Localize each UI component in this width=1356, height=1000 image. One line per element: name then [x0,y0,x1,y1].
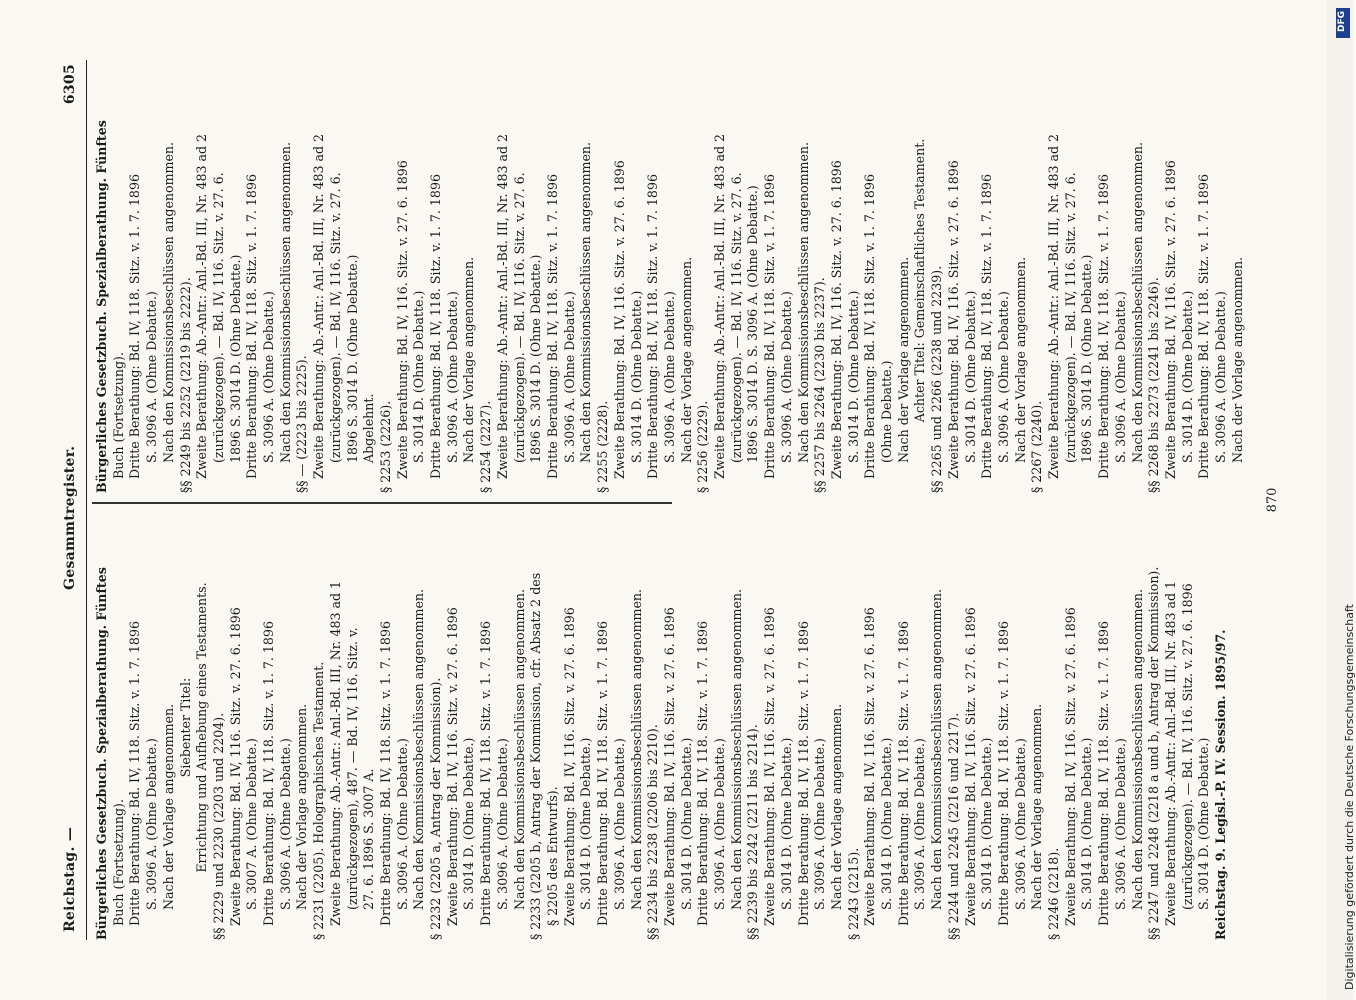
register-line: Dritte Berathung: Bd. IV, 118. Sitz. v. 1. 7. 1896 [645,174,661,479]
register-line: Nach den Kommissionsbeschlüssen angenommen. [795,141,811,463]
register-line: (Ohne Debatte.) [879,360,895,463]
register-line: Zweite Berathung: Bd. IV, 116. Sitz. v. 27. 6. 1896 [1163,160,1178,479]
register-line: S. 3096 A. (Ohne Debatte.) [1012,738,1028,910]
register-line: Nach der Vorlage angenommen. [1012,256,1028,463]
register-line: (zurückgezogen). — Bd. IV, 116. Sitz. v. 27. 6. 1896 [1179,583,1195,910]
register-line: S. 3096 A. (Ohne Debatte.) [1112,738,1128,910]
register-line: Dritte Berathung: Bd. IV, 118. Sitz. v. 1. 7. 1896 [862,174,878,479]
register-line: §§ 2265 und 2266 (2238 und 2239). [929,265,945,493]
register-line: § 2253 (2226). [377,400,393,493]
register-line: Zweite Berathung: Ab.-Antr.: Anl.-Bd. III, Nr. 483 ad 2 [494,133,510,479]
register-line: Nach den Kommissionsbeschlüssen angenommen. [1129,141,1145,463]
register-line: Dritte Berathung: Bd. IV, 118. Sitz. v. 1. 7. 1896 [979,174,995,479]
dfg-logo-text: DFG [1337,10,1347,32]
register-line: Nach den Kommissionsbeschlüssen angenommen. [578,141,594,463]
register-line: Dritte Berathung: Bd. IV, 118. Sitz. v. 1. 7. 1896 [1096,621,1112,926]
register-line: S. 3014 D. (Ohne Debatte.) [628,290,644,463]
register-line: S. 3014 D. (Ohne Debatte.) [778,737,794,910]
register-line: §§ 2239 bis 2242 (2211 bis 2214). [745,724,761,940]
register-line: Nach der Vorlage angenommen. [461,256,477,463]
register-line: Bürgerliches Gesetzbuch. Spezialberathung. Fünftes [94,120,109,493]
bottom-page-number: 870 [1265,487,1280,513]
register-line: Dritte Berathung: Bd. IV, 118. Sitz. v. 1. 7. 1896 [428,174,444,479]
register-line: Nach den Kommissionsbeschlüssen angenommen. [1129,588,1145,910]
register-line: 1896 S. 3014 D. (Ohne Debatte.) [227,254,243,463]
register-line: Nach der Vorlage angenommen. [1229,256,1245,463]
register-line: Reichstag. 9. Legisl.-P. IV. Session. 1895/97. [1213,629,1229,940]
register-line: S. 3096 A. (Ohne Debatte.) [912,738,928,910]
register-line: 27. 6. 1896 S. 3007 A. [361,768,377,910]
register-line: Zweite Berathung: Bd. IV, 116. Sitz. v. 27. 6. 1896 [227,607,243,926]
register-line: Zweite Berathung: Ab.-Antr.: Anl.-Bd. III, Nr. 483 ad 2 [311,133,327,479]
register-line: Dritte Berathung: Bd. IV, 118. Sitz. v. 1. 7. 1896 [595,621,611,926]
register-line: Abgelehnt. [361,393,377,463]
register-line: S. 3096 A. (Ohne Debatte.) [261,291,277,463]
register-line: S. 3014 D. (Ohne Debatte.) [962,290,978,463]
register-line: §§ 2244 und 2245 (2216 und 2217). [945,712,961,940]
register-line: § 2232 (2205 a, Antrag der Kommission). [428,677,444,940]
register-line: Zweite Berathung: Bd. IV, 116. Sitz. v. 27. 6. 1896 [945,160,961,479]
register-line: (zurückgezogen). — Bd. IV, 116. Sitz. v. 27. 6. [1062,172,1078,463]
register-line: § 2254 (2227). [478,400,494,493]
register-line: S. 3096 A. (Ohne Debatte.) [611,738,627,910]
right-column [94,68,1247,493]
register-line: S. 3096 A. (Ohne Debatte.) [661,291,677,463]
register-line: Zweite Berathung: Bd. IV, 116. Sitz. v. 27. 6. 1896 [561,607,577,926]
register-line: § 2243 (2215). [845,847,861,940]
register-line: Dritte Berathung: Bd. IV, 118. Sitz. v. 1. 7. 1896 [261,621,277,926]
left-column [94,515,1230,940]
register-line: S. 3014 D. (Ohne Debatte.) [979,737,995,910]
register-line: Bürgerliches Gesetzbuch. Spezialberathung. Fünftes [94,567,109,940]
register-line: Buch (Fortsetzung). [110,799,126,926]
register-line: Zweite Berathung: Ab.-Antr.: Anl.-Bd. III, Nr. 483 ad 2 [712,133,728,479]
register-line: § 2256 (2229). [695,400,711,493]
register-line: Dritte Berathung: Bd. IV, 118. Sitz. v. 1. 7. 1896 [695,621,711,926]
register-line: Nach den Kommissionsbeschlüssen angenommen. [277,141,293,463]
register-line: Dritte Berathung: Bd. IV, 118. Sitz. v. 1. 7. 1896 [127,621,143,926]
register-line: S. 3096 A. (Ohne Debatte.) [144,738,160,910]
register-line: (zurückgezogen). — Bd. IV, 116. Sitz. v. 27. 6. [210,172,226,463]
register-line: Nach den Kommissionsbeschlüssen angenommen. [929,588,945,910]
register-line: S. 3014 D. (Ohne Debatte.) [411,290,427,463]
register-line: (zurückgezogen). — Bd. IV, 116. Sitz. v. 27. 6. [511,172,527,463]
register-line: Zweite Berathung: Bd. IV, 116. Sitz. v. 27. 6. 1896 [828,160,844,479]
column-divider [92,503,672,505]
register-line: Dritte Berathung: Bd. IV, 118. Sitz. v. 1. 7. 1896 [478,621,494,926]
register-line: S. 3014 D. (Ohne Debatte.) [845,290,861,463]
register-line: §§ — (2223 bis 2225). [294,355,310,493]
register-line: S. 3096 A. (Ohne Debatte.) [277,738,293,910]
register-line: Dritte Berathung: Bd. IV, 118. Sitz. v. 1. 7. 1896 [1096,174,1112,479]
register-line: Nach der Vorlage angenommen. [160,703,176,910]
register-line: Zweite Berathung: Bd. IV, 116. Sitz. v. 27. 6. 1896 [862,607,878,926]
register-line: Siebenter Titel: [177,677,193,778]
register-line: Dritte Berathung: Bd. IV, 118. Sitz. v. 1. 7. 1896 [127,174,143,479]
register-line: 1896 S. 3014 D. (Ohne Debatte.) [528,254,544,463]
register-line: (zurückgezogen). — Bd. IV, 116. Sitz. v. 27. 6. [728,172,744,463]
register-line: §§ 2257 bis 2264 (2230 bis 2237). [812,277,828,493]
register-line: §§ 2247 und 2248 (2218 a und b, Antrag der Kommission). [1146,566,1162,940]
register-line: 1896 S. 3014 D. (Ohne Debatte.) [344,254,360,463]
header-title: Gesammtregister. [62,445,78,590]
register-line: § 2205 des Entwurfs). [544,786,560,926]
register-line: Nach den Kommissionsbeschlüssen angenommen. [511,588,527,910]
register-line: Dritte Berathung: Bd. IV, 118. Sitz. v. 1. 7. 1896 [762,174,778,479]
register-line: § 2255 (2228). [595,400,611,493]
header-page-number: 6305 [62,64,78,105]
register-line: §§ 2229 und 2230 (2203 und 2204). [210,712,226,940]
register-line: Zweite Berathung: Ab.-Antr.: Anl.-Bd. III, Nr. 483 ad 2 [1046,133,1062,479]
register-line: S. 3096 A. (Ohne Debatte.) [778,291,794,463]
register-line: 1896 S. 3014 D. (Ohne Debatte.) [1079,254,1095,463]
register-line: (zurückgezogen), 487. — Bd. IV, 116. Sitz. v. [344,627,360,910]
header-left: Reichstag. — [62,826,78,932]
register-line: S. 3014 D. (Ohne Debatte.) [1196,737,1212,910]
register-line: S. 3096 A. (Ohne Debatte.) [712,738,728,910]
register-line: Achter Titel: Gemeinschaftliches Testament. [912,138,928,423]
digitization-note: Digitalisierung gefördert durch die Deutsche Forschungsgemeinschaft [1343,604,1356,990]
register-line: Zweite Berathung: Bd. IV, 116. Sitz. v. 27. 6. 1896 [962,607,978,926]
register-line: Zweite Berathung: Ab.-Antr.: Anl.-Bd. III, Nr. 483 ad 1 [1163,580,1178,926]
register-line: 1896 S. 3014 D. S. 3096 A. (Ohne Debatte.) [745,185,761,463]
register-line: Dritte Berathung: Bd. IV, 118. Sitz. v. 1. 7. 1896 [895,621,911,926]
register-line: § 2267 (2240). [1029,400,1045,493]
register-line: Zweite Berathung: Ab.-Antr.: Anl.-Bd. III, Nr. 483 ad 1 [327,580,343,926]
register-line: S. 3014 D. (Ohne Debatte.) [678,737,694,910]
register-line: S. 3014 D. (Ohne Debatte.) [1179,290,1195,463]
register-line: (zurückgezogen). — Bd. IV, 116. Sitz. v. 27. 6. [327,172,343,463]
register-line: § 2233 (2205 b, Antrag der Kommission, cfr. Absatz 2 des [528,572,544,940]
register-line: Dritte Berathung: Bd. IV, 118. Sitz. v. 1. 7. 1896 [995,621,1011,926]
register-line: Zweite Berathung: Bd. IV, 116. Sitz. v. 27. 6. 1896 [762,607,778,926]
register-line: S. 3014 D. (Ohne Debatte.) [879,737,895,910]
register-line: S. 3096 A. (Ohne Debatte.) [812,738,828,910]
register-line: Zweite Berathung: Bd. IV, 116. Sitz. v. 27. 6. 1896 [394,160,410,479]
register-line: S. 3096 A. (Ohne Debatte.) [1112,291,1128,463]
page-header [60,60,87,940]
register-line: Zweite Berathung: Bd. IV, 116. Sitz. v. 27. 6. 1896 [611,160,627,479]
register-line: Nach den Kommissionsbeschlüssen angenommen. [628,588,644,910]
register-line: Nach der Vorlage angenommen. [294,703,310,910]
register-line: Zweite Berathung: Bd. IV, 116. Sitz. v. 27. 6. 1896 [661,607,677,926]
register-line: S. 3014 D. (Ohne Debatte.) [1079,737,1095,910]
register-line: §§ 2268 bis 2273 (2241 bis 2246). [1146,277,1162,493]
register-line: §§ 2234 bis 2238 (2206 bis 2210). [645,724,661,940]
register-line: Dritte Berathung: Bd. IV, 118. Sitz. v. 1. 7. 1896 [795,621,811,926]
register-line: S. 3096 A. (Ohne Debatte.) [995,291,1011,463]
register-line: Buch (Fortsetzung). [110,352,126,479]
register-line: S. 3096 A. (Ohne Debatte.) [444,291,460,463]
rotated-register-page [60,60,1300,940]
register-line: Dritte Berathung: Bd. IV, 118. Sitz. v. 1. 7. 1896 [544,174,560,479]
register-line: § 2246 (2218). [1046,847,1062,940]
register-line: Zweite Berathung: Ab.-Antr.: Anl.-Bd. III, Nr. 483 ad 2 [194,133,210,479]
register-line: §§ 2249 bis 2252 (2219 bis 2222). [177,277,193,493]
register-line: Zweite Berathung: Bd. IV, 116. Sitz. v. 27. 6. 1896 [444,607,460,926]
dfg-logo [1336,8,1350,38]
register-line: S. 3096 A. (Ohne Debatte.) [144,291,160,463]
register-line: Nach den Kommissionsbeschlüssen angenommen. [160,141,176,463]
register-line: S. 3096 A. (Ohne Debatte.) [1213,291,1229,463]
register-line: S. 3096 A. (Ohne Debatte.) [561,291,577,463]
register-line: Dritte Berathung: Bd. IV, 118. Sitz. v. 1. 7. 1896 [377,621,393,926]
register-line: Zweite Berathung: Bd. IV, 116. Sitz. v. 27. 6. 1896 [1062,607,1078,926]
register-line: S. 3014 D. (Ohne Debatte.) [461,737,477,910]
register-line: Nach den Kommissionsbeschlüssen angenommen. [411,588,427,910]
register-line: S. 3096 A. (Ohne Debatte.) [494,738,510,910]
register-line: Dritte Berathung: Bd. IV, 118. Sitz. v. 1. 7. 1896 [244,174,260,479]
register-line: Nach der Vorlage angenommen. [678,256,694,463]
register-line: Errichtung und Aufhebung eines Testaments. [194,582,210,873]
register-line: Nach den Kommissionsbeschlüssen angenommen. [728,588,744,910]
register-line: S. 3014 D. (Ohne Debatte.) [578,737,594,910]
register-line: § 2231 (2205). Holographisches Testament. [311,661,327,940]
register-line: Nach der Vorlage angenommen. [828,703,844,910]
register-line: Nach der Vorlage angenommen. [895,256,911,463]
register-line: Nach der Vorlage angenommen. [1029,703,1045,910]
register-line: S. 3096 A. (Ohne Debatte.) [394,738,410,910]
register-line: Dritte Berathung: Bd. IV, 118. Sitz. v. 1. 7. 1896 [1196,174,1212,479]
register-line: S. 3007 A. (Ohne Debatte.) [244,738,260,910]
